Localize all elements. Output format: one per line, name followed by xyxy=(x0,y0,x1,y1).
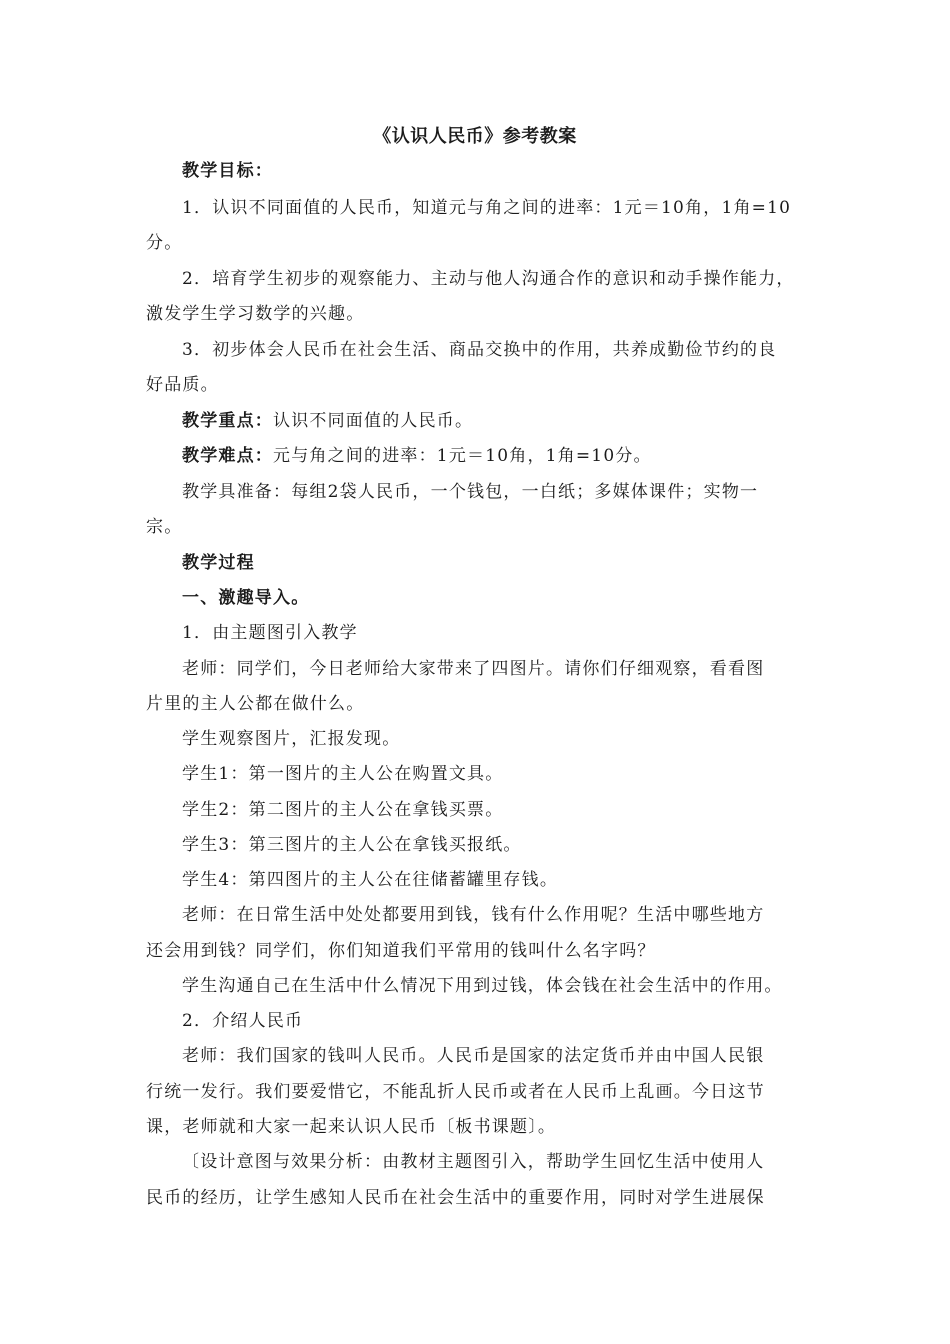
process-heading: 教学过程 xyxy=(182,553,255,573)
teacher-3-line-1: 老师：我们国家的钱叫人民币。人民币是国家的法定货币并由中国人民银 xyxy=(182,1046,765,1066)
students-observe: 学生观察图片，汇报发现。 xyxy=(182,729,401,749)
teacher-2-line-2: 还会用到钱？同学们，你们知道我们平常用的钱叫什么名字吗？ xyxy=(146,941,656,961)
materials-line-1: 教学具准备：每组2袋人民币，一个钱包，一白纸；多媒体课件；实物一 xyxy=(182,482,759,502)
objective-1-line-1: 1．认识不同面值的人民币，知道元与角之间的进率：1元＝10角，1角=10 xyxy=(182,198,792,218)
objective-3-line-2: 好品质。 xyxy=(146,375,219,395)
teacher-1-line-1: 老师：同学们，今日老师给大家带来了四图片。请你们仔细观察，看看图 xyxy=(182,659,765,679)
objective-2-line-1: 2．培育学生初步的观察能力、主动与他人沟通合作的意识和动手操作能力， xyxy=(182,269,795,289)
key-point-label: 教学重点： xyxy=(182,411,273,431)
teacher-3-line-2: 行统一发行。我们要爱惜它，不能乱折人民币或者在人民币上乱画。今日这节 xyxy=(146,1082,765,1102)
student-2-answer: 学生2：第二图片的主人公在拿钱买票。 xyxy=(182,800,504,820)
objective-2-line-2: 激发学生学习数学的兴趣。 xyxy=(146,304,365,324)
students-communicate: 学生沟通自己在生活中什么情况下用到过钱，体会钱在社会生活中的作用。 xyxy=(182,976,783,996)
difficult-point-label: 教学难点： xyxy=(182,446,273,466)
objectives-heading: 教学目标： xyxy=(182,161,273,181)
design-analysis-line-2: 民币的经历，让学生感知人民币在社会生活中的重要作用，同时对学生进展保 xyxy=(146,1188,765,1208)
teacher-1-line-2: 片里的主人公都在做什么。 xyxy=(146,694,365,714)
key-point-text: 认识不同面值的人民币。 xyxy=(273,411,474,431)
step-2-heading: 2．介绍人民币 xyxy=(182,1011,304,1031)
objective-1-line-2: 分。 xyxy=(146,233,183,253)
teacher-3-line-3: 课，老师就和大家一起来认识人民币〔板书课题〕。 xyxy=(146,1117,557,1137)
student-1-answer: 学生1：第一图片的主人公在购置文具。 xyxy=(182,764,504,784)
design-analysis-line-1: 〔设计意图与效果分析：由教材主题图引入，帮助学生回忆生活中使用人 xyxy=(182,1152,765,1172)
step-1-heading: 1．由主题图引入教学 xyxy=(182,623,358,643)
objective-3-line-1: 3．初步体会人民币在社会生活、商品交换中的作用，共养成勤俭节约的良 xyxy=(182,340,777,360)
document-title: 《认识人民币》参考教案 xyxy=(373,126,577,147)
key-point xyxy=(182,404,826,438)
difficult-point xyxy=(182,439,826,473)
materials-line-2: 宗。 xyxy=(146,517,183,537)
student-4-answer: 学生4：第四图片的主人公在往储蓄罐里存钱。 xyxy=(182,870,559,890)
section-1-heading: 一、激趣导入。 xyxy=(182,588,310,608)
difficult-point-text: 元与角之间的进率：1元＝10角，1角=10分。 xyxy=(273,446,652,466)
teacher-2-line-1: 老师：在日常生活中处处都要用到钱，钱有什么作用呢？生活中哪些地方 xyxy=(182,905,765,925)
student-3-answer: 学生3：第三图片的主人公在拿钱买报纸。 xyxy=(182,835,522,855)
